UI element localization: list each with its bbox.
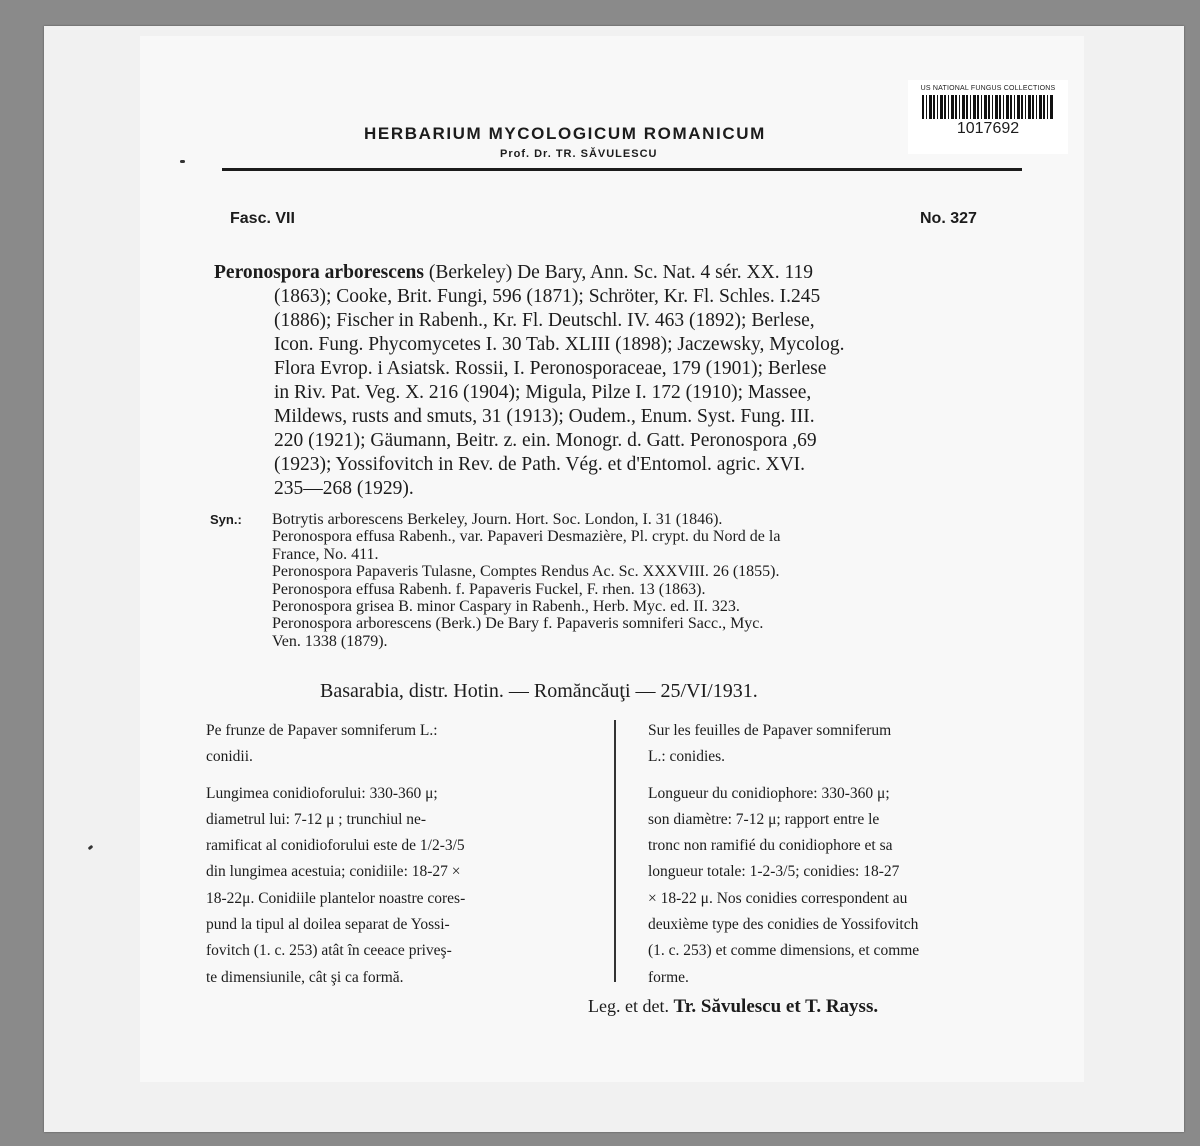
barcode-sticker — [908, 80, 1068, 154]
description-line: Longueur du conidiophore: 330-360 μ; — [648, 784, 890, 802]
locality: Basarabia, distr. Hotin. — Romăncăuţi — 25/VI/1931. — [320, 680, 758, 702]
description-line: conidii. — [206, 748, 253, 766]
synonym-line: Peronospora effusa Rabenh., var. Papaveri Desmazière, Pl. crypt. du Nord de la — [272, 528, 781, 546]
barcode-number: 1017692 — [956, 120, 1020, 137]
citation-line: (1886); Fischer in Rabenh., Kr. Fl. Deutschl. IV. 463 (1892); Berlese, — [274, 310, 815, 331]
description-line: diametrul lui: 7-12 μ ; trunchiul ne- — [206, 810, 427, 828]
description-line: Pe frunze de Papaver somniferum L.: — [206, 722, 438, 739]
description-line: son diamètre: 7-12 μ; rapport entre le — [648, 810, 880, 828]
description-line: Lungimea conidioforului: 330-360 μ; — [206, 784, 438, 802]
description-line: longueur totale: 1-2-3/5; conidies: 18-27 — [648, 863, 900, 881]
citation-line: 220 (1921); Gäumann, Beitr. z. ein. Monogr. d. Gatt. Peronospora ,69 — [274, 430, 817, 451]
synonym-line: Peronospora Papaveris Tulasne, Comptes Rendus Ac. Sc. XXXVIII. 26 (1855). — [272, 563, 780, 581]
romanian-description — [206, 718, 590, 991]
description-line: tronc non ramifié du conidiophore et sa — [648, 837, 893, 855]
collector-prefix: Leg. et det. — [588, 996, 674, 1016]
french-description — [648, 718, 1032, 991]
description-line: deuxième type des conidies de Yossifovitch — [648, 916, 919, 934]
description-line: (1. c. 253) et comme dimensions, et comme — [648, 942, 920, 960]
citation-line: Mildews, rusts and smuts, 31 (1913); Oudem., Enum. Syst. Fung. III. — [274, 406, 815, 427]
citation-line: Icon. Fung. Phycomycetes I. 30 Tab. XLIII (1898); Jaczewsky, Mycolog. — [274, 334, 845, 355]
synonyms-list — [272, 511, 1032, 650]
species-name: Peronospora arborescens — [214, 262, 424, 283]
citation-line: Flora Evrop. i Asiatsk. Rossii, I. Peronosporaceae, 179 (1901); Berlese — [274, 358, 827, 379]
citation-line: in Riv. Pat. Veg. X. 216 (1904); Migula, Pilze I. 172 (1910); Massee, — [274, 382, 812, 403]
barcode-icon — [922, 95, 1054, 119]
description-line: te dimensiunile, cât şi ca formă. — [206, 968, 404, 986]
citation-line: (1923); Yossifovitch in Rev. de Path. Vég. et d'Entomol. agric. XVI. — [274, 454, 806, 475]
synonym-line: Botrytis arborescens Berkeley, Journ. Hort. Soc. London, I. 31 (1846). — [272, 511, 723, 528]
description-line: pund la tipul al doilea separat de Yossi- — [206, 916, 450, 934]
species-citation — [214, 261, 1026, 501]
citation-line: (1863); Cooke, Brit. Fungi, 596 (1871); Schröter, Kr. Fl. Schles. I.245 — [274, 286, 821, 307]
description-line: din lungimea acestuia; conidiile: 18-27 × — [206, 863, 461, 881]
synonym-line: France, No. 411. — [272, 545, 379, 563]
description-line: × 18-22 μ. Nos conidies correspondent au — [648, 889, 908, 907]
description-line: forme. — [648, 968, 689, 986]
description-line: L.: conidies. — [648, 748, 726, 766]
barcode-caption: US NATIONAL FUNGUS COLLECTIONS — [920, 85, 1056, 92]
header-title: HERBARIUM MYCOLOGICUM ROMANICUM — [364, 124, 766, 143]
description-line: Sur les feuilles de Papaver somniferum — [648, 722, 892, 739]
collector-line — [588, 996, 878, 1018]
synonym-line: Peronospora effusa Rabenh. f. Papaveris Fuckel, F. rhen. 13 (1863). — [272, 580, 706, 598]
column-divider — [614, 720, 616, 982]
description-line: ramificat al conidioforului este de 1/2-3/5 — [206, 837, 465, 855]
synonym-line: Peronospora grisea B. minor Caspary in Rabenh., Herb. Myc. ed. II. 323. — [272, 598, 740, 616]
synonym-line: Peronospora arborescens (Berk.) De Bary f. Papaveris somniferi Sacc., Myc. — [272, 615, 764, 633]
citation-line: 235—268 (1929). — [274, 478, 414, 499]
synonyms-label: Syn.: — [210, 512, 242, 527]
citation-first-line-rest: (Berkeley) De Bary, Ann. Sc. Nat. 4 sér. XX. 119 — [423, 262, 813, 283]
synonym-line: Ven. 1338 (1879). — [272, 632, 388, 650]
citation-first-line — [214, 261, 1026, 285]
paragraph-gap — [648, 771, 1032, 781]
header-rule — [222, 168, 1022, 171]
specimen-number: No. 327 — [920, 210, 977, 227]
header-subtitle: Prof. Dr. TR. SĂVULESCU — [500, 148, 658, 160]
description-line: fovitch (1. c. 253) atât în ceeace priveş- — [206, 942, 452, 960]
collector-names: Tr. Săvulescu et T. Rayss. — [673, 996, 879, 1017]
fascicle: Fasc. VII — [230, 210, 295, 227]
print-speck — [180, 160, 185, 163]
description-line: 18-22μ. Conidiile plantelor noastre cores- — [206, 889, 466, 907]
paragraph-gap — [206, 771, 590, 781]
